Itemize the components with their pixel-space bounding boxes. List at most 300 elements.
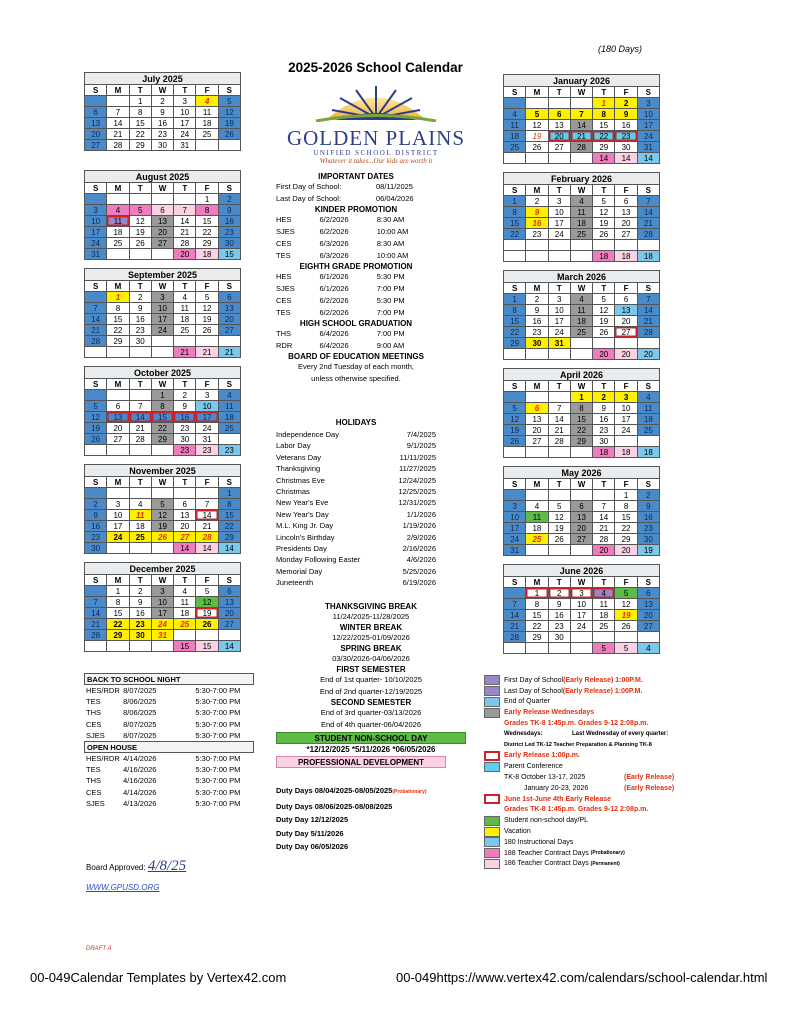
legend-jan-conf: January 20-23, 2026 (524, 784, 589, 792)
day-cell: 15 (130, 118, 152, 129)
day-cell: 12 (219, 107, 241, 118)
month-february-2026 (503, 172, 660, 262)
holiday-date: 5/25/2026 (402, 566, 436, 576)
holiday-name: Lincoln's Birthday (276, 532, 335, 542)
school-night-cell: THS (86, 776, 101, 786)
prof-dev-heading: PROFESSIONAL DEVELOPMENT (276, 756, 446, 768)
day-cell: 20 (615, 545, 637, 556)
month-title: December 2025 (84, 562, 241, 574)
day-cell: 20 (107, 423, 129, 434)
school-night-item (84, 764, 254, 775)
day-cell: 20 (615, 218, 637, 229)
day-cell: 22 (107, 325, 129, 336)
day-cell: 24 (107, 532, 129, 543)
days-note: (180 Days) (598, 44, 643, 54)
day-cell: 20 (85, 129, 107, 140)
list-cell: RDR (276, 341, 293, 350)
day-cell: 27 (219, 325, 241, 336)
day-cell: 3 (196, 390, 218, 401)
day-cell (549, 251, 571, 262)
day-cell: 3 (152, 292, 174, 303)
legend-parent-conf: Parent Conference (504, 763, 563, 771)
day-cell: 5 (85, 401, 107, 412)
day-cell: 6 (85, 107, 107, 118)
day-cell: 3 (85, 205, 107, 216)
day-cell: 21 (571, 131, 593, 142)
day-cell: 20 (593, 545, 615, 556)
legend-swatch-contract186 (484, 859, 500, 869)
day-header: S (638, 479, 660, 490)
school-night-cell: SJES (86, 730, 105, 740)
day-cell (504, 588, 526, 599)
day-cell (85, 292, 107, 303)
day-cell: 5 (615, 643, 637, 654)
school-night-item (84, 798, 254, 809)
legend-swatch-early-release (484, 751, 500, 761)
day-header: M (526, 479, 548, 490)
day-cell: 17 (571, 610, 593, 621)
day-cell (504, 349, 526, 360)
day-cell: 28 (638, 229, 660, 240)
day-cell (504, 153, 526, 164)
day-cell: 29 (571, 436, 593, 447)
day-cell: 4 (219, 390, 241, 401)
day-cell: 18 (196, 118, 218, 129)
day-header: T (174, 281, 196, 292)
day-cell (152, 336, 174, 347)
day-cell: 5 (152, 499, 174, 510)
day-cell (219, 434, 241, 445)
day-cell: 1 (526, 588, 548, 599)
day-cell: 30 (615, 142, 637, 153)
school-night-cell: 8/06/2025 (123, 708, 157, 718)
day-cell (526, 545, 548, 556)
day-header: T (593, 185, 615, 196)
day-cell: 23 (196, 445, 218, 456)
day-header: M (526, 87, 548, 98)
duty-day-5: Duty Day 06/05/2026 (276, 842, 349, 852)
month-title: August 2025 (84, 170, 241, 182)
day-cell: 5 (526, 109, 548, 120)
holiday-item (276, 532, 436, 543)
day-cell: 18 (638, 447, 660, 458)
day-cell: 24 (504, 534, 526, 545)
day-cell: 8 (571, 403, 593, 414)
day-cell: 1 (107, 586, 129, 597)
day-cell: 13 (219, 303, 241, 314)
day-cell (219, 336, 241, 347)
day-header: W (571, 479, 593, 490)
end-q1: End of 1st quarter- 10/10/2025 (320, 675, 422, 684)
day-cell (638, 632, 660, 643)
day-cell: 3 (549, 196, 571, 207)
day-cell: 24 (196, 423, 218, 434)
day-cell: 28 (196, 532, 218, 543)
day-cell: 18 (174, 314, 196, 325)
holiday-name: Memorial Day (276, 566, 323, 576)
day-cell: 27 (571, 534, 593, 545)
holiday-name: Independence Day (276, 430, 339, 439)
day-header: S (219, 575, 241, 586)
day-cell: 8 (504, 305, 526, 316)
day-cell: 1 (152, 390, 174, 401)
day-cell: 24 (152, 619, 174, 630)
day-cell (85, 347, 107, 358)
day-cell: 2 (130, 586, 152, 597)
day-header: S (638, 185, 660, 196)
day-cell: 6 (571, 501, 593, 512)
day-cell: 13 (571, 512, 593, 523)
legend-first-day: First Day of School (504, 676, 564, 684)
duty-days (276, 784, 476, 854)
holiday-item (276, 440, 436, 451)
day-cell (130, 488, 152, 499)
school-night-cell: 5:30-7:00 PM (195, 719, 241, 729)
day-cell: 20 (593, 349, 615, 360)
month-title: March 2026 (503, 270, 660, 282)
important-dates (276, 172, 436, 385)
school-night-cell: 4/16/2026 (123, 776, 157, 786)
day-cell: 26 (130, 238, 152, 249)
school-night-cell: 4/14/2026 (123, 753, 157, 763)
day-cell: 25 (526, 534, 548, 545)
day-header: M (107, 183, 129, 194)
school-night-item (84, 719, 254, 730)
end-q3: End of 3rd quarter-03/13/2026 (320, 708, 422, 717)
list-item (276, 250, 436, 262)
school-night-cell: CES (86, 719, 102, 729)
day-cell: 15 (593, 120, 615, 131)
day-header: S (219, 379, 241, 390)
day-cell: 18 (526, 523, 548, 534)
day-cell: 26 (615, 621, 637, 632)
board-approved-label: Board Approved: (86, 863, 146, 872)
day-cell: 17 (152, 314, 174, 325)
day-cell (152, 445, 174, 456)
legend-grades-line-2: Grades TK-8 1:45p.m. Grades 9-12 2:08p.m. (504, 806, 649, 814)
month-grid (503, 478, 660, 556)
day-cell (593, 338, 615, 349)
day-cell: 12 (593, 207, 615, 218)
day-cell: 19 (504, 425, 526, 436)
list-cell: 7:00 PM (376, 284, 405, 293)
day-cell: 19 (196, 314, 218, 325)
board-line-1: Every 2nd Tuesday of each month, (298, 362, 414, 371)
legend-swatch-first-day (484, 675, 500, 685)
month-title: October 2025 (84, 366, 241, 378)
day-cell: 18 (571, 218, 593, 229)
holiday-date: 4/6/2026 (406, 555, 436, 565)
legend-first-day-note: (Early Release) 1:00P.M. (563, 676, 643, 684)
day-cell: 10 (549, 207, 571, 218)
day-cell: 30 (593, 436, 615, 447)
month-title: June 2026 (503, 564, 660, 576)
day-cell: 15 (504, 316, 526, 327)
website-link[interactable]: WWW.GPUSD.ORG (86, 883, 160, 892)
list-item (276, 295, 436, 307)
school-night-item (84, 787, 254, 798)
legend-swatch-last-day (484, 686, 500, 696)
back-to-school-heading: BACK TO SCHOOL NIGHT (84, 673, 254, 685)
day-header: T (593, 283, 615, 294)
day-cell: 14 (196, 510, 218, 521)
day-cell (526, 98, 548, 109)
day-cell: 18 (196, 249, 218, 260)
duty-days-1: Duty Days 08/04/2025-08/05/2025 (276, 786, 393, 795)
day-cell: 16 (219, 216, 241, 227)
day-cell: 31 (174, 140, 196, 151)
legend-end-quarter: End of Quarter (504, 698, 550, 706)
day-header: T (130, 281, 152, 292)
day-cell (526, 392, 548, 403)
day-cell: 12 (504, 414, 526, 425)
legend-swatch-end-quarter (484, 697, 500, 707)
day-header: W (152, 281, 174, 292)
day-cell: 2 (593, 392, 615, 403)
list-cell: 5:30 PM (376, 272, 405, 281)
day-cell (504, 447, 526, 458)
day-cell: 23 (152, 129, 174, 140)
day-cell: 5 (593, 196, 615, 207)
holiday-item (276, 520, 436, 531)
day-cell: 27 (526, 436, 548, 447)
day-cell: 5 (615, 588, 637, 599)
day-cell: 12 (526, 120, 548, 131)
list-cell: SJES (276, 284, 295, 293)
day-cell: 6 (638, 588, 660, 599)
day-cell (593, 240, 615, 251)
month-grid (84, 574, 241, 652)
day-cell: 23 (174, 445, 196, 456)
holiday-name: Thanksgiving (276, 464, 321, 474)
month-july-2025 (84, 72, 241, 151)
day-cell: 25 (107, 238, 129, 249)
day-cell: 6 (615, 196, 637, 207)
day-cell: 21 (549, 425, 571, 436)
day-cell: 5 (549, 501, 571, 512)
day-cell: 25 (504, 142, 526, 153)
first-day-label: First Day of School: (276, 182, 342, 191)
month-title: April 2026 (503, 368, 660, 380)
day-cell: 8 (196, 205, 218, 216)
list-cell: 6/3/2026 (319, 251, 349, 260)
day-cell (571, 338, 593, 349)
holiday-date: 12/31/2025 (398, 498, 436, 508)
day-cell: 29 (107, 630, 129, 641)
day-cell: 7 (196, 499, 218, 510)
day-cell: 20 (219, 314, 241, 325)
day-cell: 17 (174, 118, 196, 129)
day-header: M (526, 185, 548, 196)
hs-heading: HIGH SCHOOL GRADUATION (299, 319, 413, 328)
day-cell: 18 (638, 414, 660, 425)
day-cell: 17 (615, 414, 637, 425)
day-cell: 5 (130, 205, 152, 216)
day-cell (549, 98, 571, 109)
day-cell: 23 (130, 619, 152, 630)
day-cell: 27 (107, 434, 129, 445)
holiday-name: M.L. King Jr. Day (276, 521, 334, 531)
list-cell: SJES (276, 227, 295, 236)
end-q4: End of 4th quarter-06/04/2026 (320, 720, 422, 729)
day-cell: 19 (638, 545, 660, 556)
day-cell: 19 (593, 316, 615, 327)
day-cell: 24 (615, 425, 637, 436)
day-cell: 3 (615, 392, 637, 403)
day-cell: 18 (615, 251, 637, 262)
list-item (276, 214, 436, 226)
logo-name: GOLDEN PLAINS (286, 126, 466, 150)
legend-june-early: June 1st-June 4th Early Release (504, 795, 611, 803)
day-header: W (152, 85, 174, 96)
legend-contract186-note: (Permanent) (590, 860, 620, 867)
day-cell: 27 (219, 619, 241, 630)
logo-tagline: Whatever it takes...Our kids are worth it (319, 157, 433, 165)
day-cell: 8 (615, 501, 637, 512)
day-cell: 15 (571, 414, 593, 425)
day-cell (615, 338, 637, 349)
school-night-item (84, 730, 254, 741)
day-cell: 23 (526, 229, 548, 240)
list-cell: 5:30 PM (376, 296, 405, 305)
school-night-item (84, 685, 254, 696)
day-cell: 3 (152, 586, 174, 597)
day-cell: 1 (130, 96, 152, 107)
day-cell: 12 (85, 412, 107, 423)
list-cell: 8:30 AM (376, 239, 405, 248)
thanksgiving-dates: 11/24/2025-11/28/2025 (332, 612, 410, 621)
day-cell: 10 (504, 512, 526, 523)
day-cell: 6 (526, 403, 548, 414)
holiday-date: 1/19/2026 (402, 521, 436, 531)
day-cell: 7 (638, 294, 660, 305)
day-cell: 26 (504, 436, 526, 447)
day-cell: 20 (638, 349, 660, 360)
day-cell: 23 (85, 532, 107, 543)
day-header: S (85, 379, 107, 390)
day-cell (549, 490, 571, 501)
day-header: T (174, 85, 196, 96)
month-april-2026 (503, 368, 660, 458)
day-cell (615, 632, 637, 643)
month-grid (503, 86, 660, 164)
list-cell: 6/2/2026 (319, 215, 349, 224)
page-title: 2025-2026 School Calendar (288, 60, 463, 75)
day-cell: 26 (219, 129, 241, 140)
day-header: S (504, 185, 526, 196)
list-cell: CES (276, 296, 292, 305)
list-cell: 6/2/2026 (319, 296, 349, 305)
list-cell: 10:00 AM (376, 251, 409, 260)
day-cell (85, 96, 107, 107)
day-cell: 28 (504, 632, 526, 643)
legend-early-release-wed: Early Release Wednesdays (504, 709, 595, 717)
school-night-cell: 5:30-7:00 PM (195, 686, 241, 695)
day-cell: 26 (593, 327, 615, 338)
day-cell: 1 (219, 488, 241, 499)
list-cell: HES (276, 272, 292, 281)
day-cell: 28 (107, 140, 129, 151)
draft-label: DRAFT A (86, 946, 112, 952)
day-cell (571, 153, 593, 164)
holiday-item (276, 577, 436, 588)
day-header: F (615, 283, 637, 294)
day-cell: 12 (130, 216, 152, 227)
day-cell: 9 (85, 510, 107, 521)
day-cell: 22 (130, 129, 152, 140)
legend-tk8-conf-note: (Early Release) (624, 774, 675, 782)
holiday-item (276, 463, 436, 474)
day-cell: 22 (152, 423, 174, 434)
day-cell: 28 (174, 238, 196, 249)
list-cell: TES (276, 308, 291, 317)
day-cell: 6 (107, 401, 129, 412)
month-october-2025 (84, 366, 241, 456)
day-cell: 18 (571, 316, 593, 327)
day-header: S (85, 183, 107, 194)
day-header: W (152, 575, 174, 586)
day-cell: 19 (196, 608, 218, 619)
duty-days-1-note: (Probationary) (392, 789, 427, 795)
day-cell (571, 349, 593, 360)
day-header: W (571, 577, 593, 588)
day-cell (526, 447, 548, 458)
list-cell: 6/2/2026 (319, 308, 349, 317)
day-cell: 8 (152, 401, 174, 412)
day-cell: 7 (571, 109, 593, 120)
legend-instr-days: 180 Instructional Days (504, 838, 574, 846)
day-cell: 12 (549, 512, 571, 523)
day-cell: 18 (615, 447, 637, 458)
day-cell: 23 (615, 131, 637, 142)
holiday-item (276, 475, 436, 486)
holiday-date: 6/19/2026 (402, 578, 436, 588)
day-cell: 13 (638, 599, 660, 610)
list-cell: 6/1/2026 (319, 284, 349, 293)
day-cell: 4 (130, 499, 152, 510)
day-cell: 23 (130, 325, 152, 336)
day-cell: 2 (526, 196, 548, 207)
day-cell (85, 488, 107, 499)
day-cell: 31 (549, 338, 571, 349)
day-cell: 12 (152, 510, 174, 521)
day-header: T (130, 379, 152, 390)
footer-left: 00-049Calendar Templates by Vertex42.com (30, 970, 287, 985)
day-cell: 30 (85, 543, 107, 554)
list-item (276, 238, 436, 250)
day-cell: 2 (85, 499, 107, 510)
day-cell (504, 98, 526, 109)
day-header: F (615, 87, 637, 98)
school-night-cell: HES/RDR (86, 753, 120, 763)
day-cell: 1 (107, 292, 129, 303)
day-cell: 4 (593, 588, 615, 599)
day-cell: 15 (219, 510, 241, 521)
day-header: M (526, 381, 548, 392)
holiday-item (276, 509, 436, 520)
day-cell: 18 (174, 608, 196, 619)
day-cell: 17 (504, 523, 526, 534)
day-cell: 21 (219, 347, 241, 358)
day-cell: 17 (152, 608, 174, 619)
day-cell (615, 436, 637, 447)
school-night-cell: HES/RDR (86, 686, 120, 695)
holidays-list (276, 429, 436, 588)
day-cell: 25 (571, 327, 593, 338)
day-cell: 4 (571, 196, 593, 207)
school-night-cell: 5:30-7:00 PM (195, 765, 241, 775)
day-header: W (571, 381, 593, 392)
